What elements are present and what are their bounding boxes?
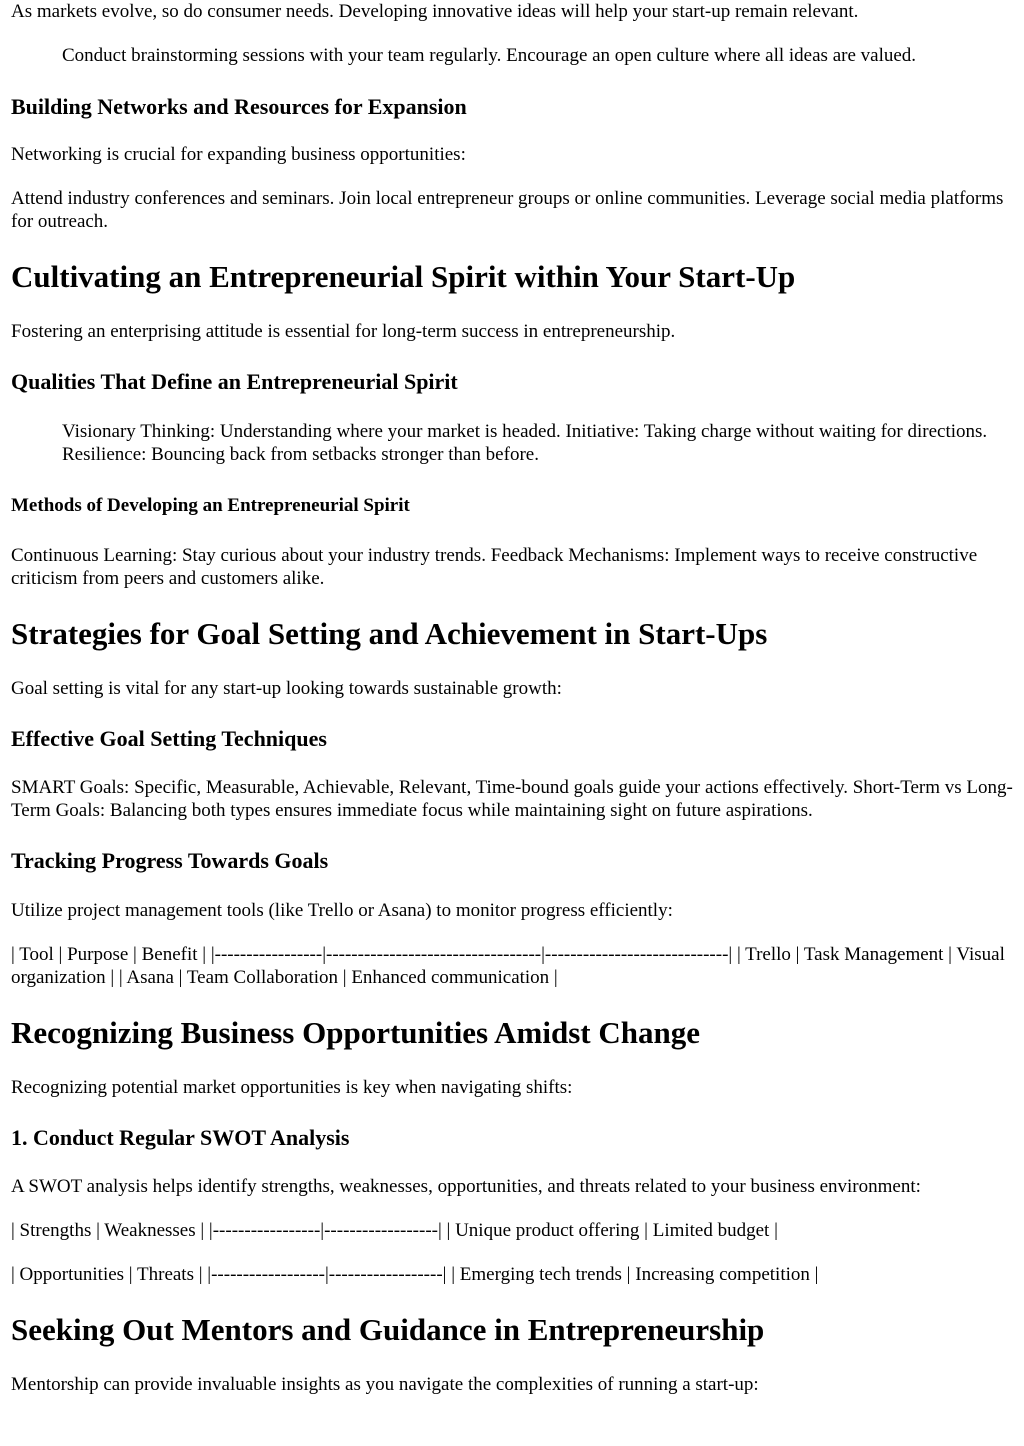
paragraph-smart-goals: SMART Goals: Specific, Measurable, Achievable, Relevant, Time-bound goals guide your actions effectively. Short-Term vs Long-Term Goals: Balancing both types ensures immediate focus while maintaining sight on future aspirations. [11, 777, 1013, 821]
heading-methods-developing: Methods of Developing an Entrepreneurial Spirit [11, 495, 410, 516]
paragraph-mentorship: Mentorship can provide invaluable insights as you navigate the complexities of running a start-up: [11, 1374, 759, 1395]
heading-building-networks: Building Networks and Resources for Expansion [11, 94, 467, 119]
paragraph-goal-setting-vital: Goal setting is vital for any start-up looking towards sustainable growth: [11, 678, 562, 699]
paragraph-market-opportunities: Recognizing potential market opportunities is key when navigating shifts: [11, 1077, 573, 1098]
paragraph-continuous-learning: Continuous Learning: Stay curious about your industry trends. Feedback Mechanisms: Implement ways to receive constructive criticism from peers and customers alike. [11, 545, 978, 589]
paragraph-swot-opportunities-table: | Opportunities | Threats | |------------------|------------------| | Emerging tech trends | Increasing competition | [11, 1264, 819, 1285]
paragraph-markets-evolve: As markets evolve, so do consumer needs. Developing innovative ideas will help your start-up remain relevant. [11, 1, 859, 22]
heading-seeking-mentors: Seeking Out Mentors and Guidance in Entrepreneurship [11, 1312, 765, 1347]
paragraph-project-tools: Utilize project management tools (like Trello or Asana) to monitor progress efficiently: [11, 900, 673, 921]
paragraph-swot-strengths-table: | Strengths | Weaknesses | |-----------------|------------------| | Unique product offering | Limited budget | [11, 1220, 778, 1241]
blockquote-qualities-text: Visionary Thinking: Understanding where your market is headed. Initiative: Taking charge without waiting for directions. Resilience: Bouncing back from setbacks stronger than before. [62, 421, 988, 465]
heading-swot-analysis: 1. Conduct Regular SWOT Analysis [11, 1125, 350, 1150]
blockquote-brainstorming [62, 44, 1013, 67]
heading-effective-techniques: Effective Goal Setting Techniques [11, 726, 327, 751]
paragraph-swot-description: A SWOT analysis helps identify strengths, weaknesses, opportunities, and threats related to your business environment: [11, 1176, 921, 1197]
paragraph-networking-actions: Attend industry conferences and seminars. Join local entrepreneur groups or online communities. Leverage social media platforms for outreach. [11, 188, 1004, 232]
heading-recognizing-opportunities: Recognizing Business Opportunities Amidst Change [11, 1015, 700, 1050]
paragraph-enterprising-attitude: Fostering an enterprising attitude is essential for long-term success in entrepreneurship. [11, 321, 676, 342]
heading-goal-setting-strategies: Strategies for Goal Setting and Achievement in Start-Ups [11, 616, 768, 651]
blockquote-brainstorming-text: Conduct brainstorming sessions with your team regularly. Encourage an open culture where all ideas are valued. [62, 45, 917, 66]
heading-cultivating-spirit: Cultivating an Entrepreneurial Spirit within Your Start-Up [11, 259, 796, 294]
heading-qualities: Qualities That Define an Entrepreneurial Spirit [11, 369, 458, 394]
paragraph-tools-table-text: | Tool | Purpose | Benefit | |-----------------|----------------------------------|-----------------------------| | Trello | Task Management | Visual organization | | Asana | Team Collaboration | Enhanced communication | [11, 944, 1005, 988]
blockquote-qualities [62, 420, 1013, 466]
paragraph-networking-crucial: Networking is crucial for expanding business opportunities: [11, 144, 466, 165]
heading-tracking-progress: Tracking Progress Towards Goals [11, 848, 329, 873]
